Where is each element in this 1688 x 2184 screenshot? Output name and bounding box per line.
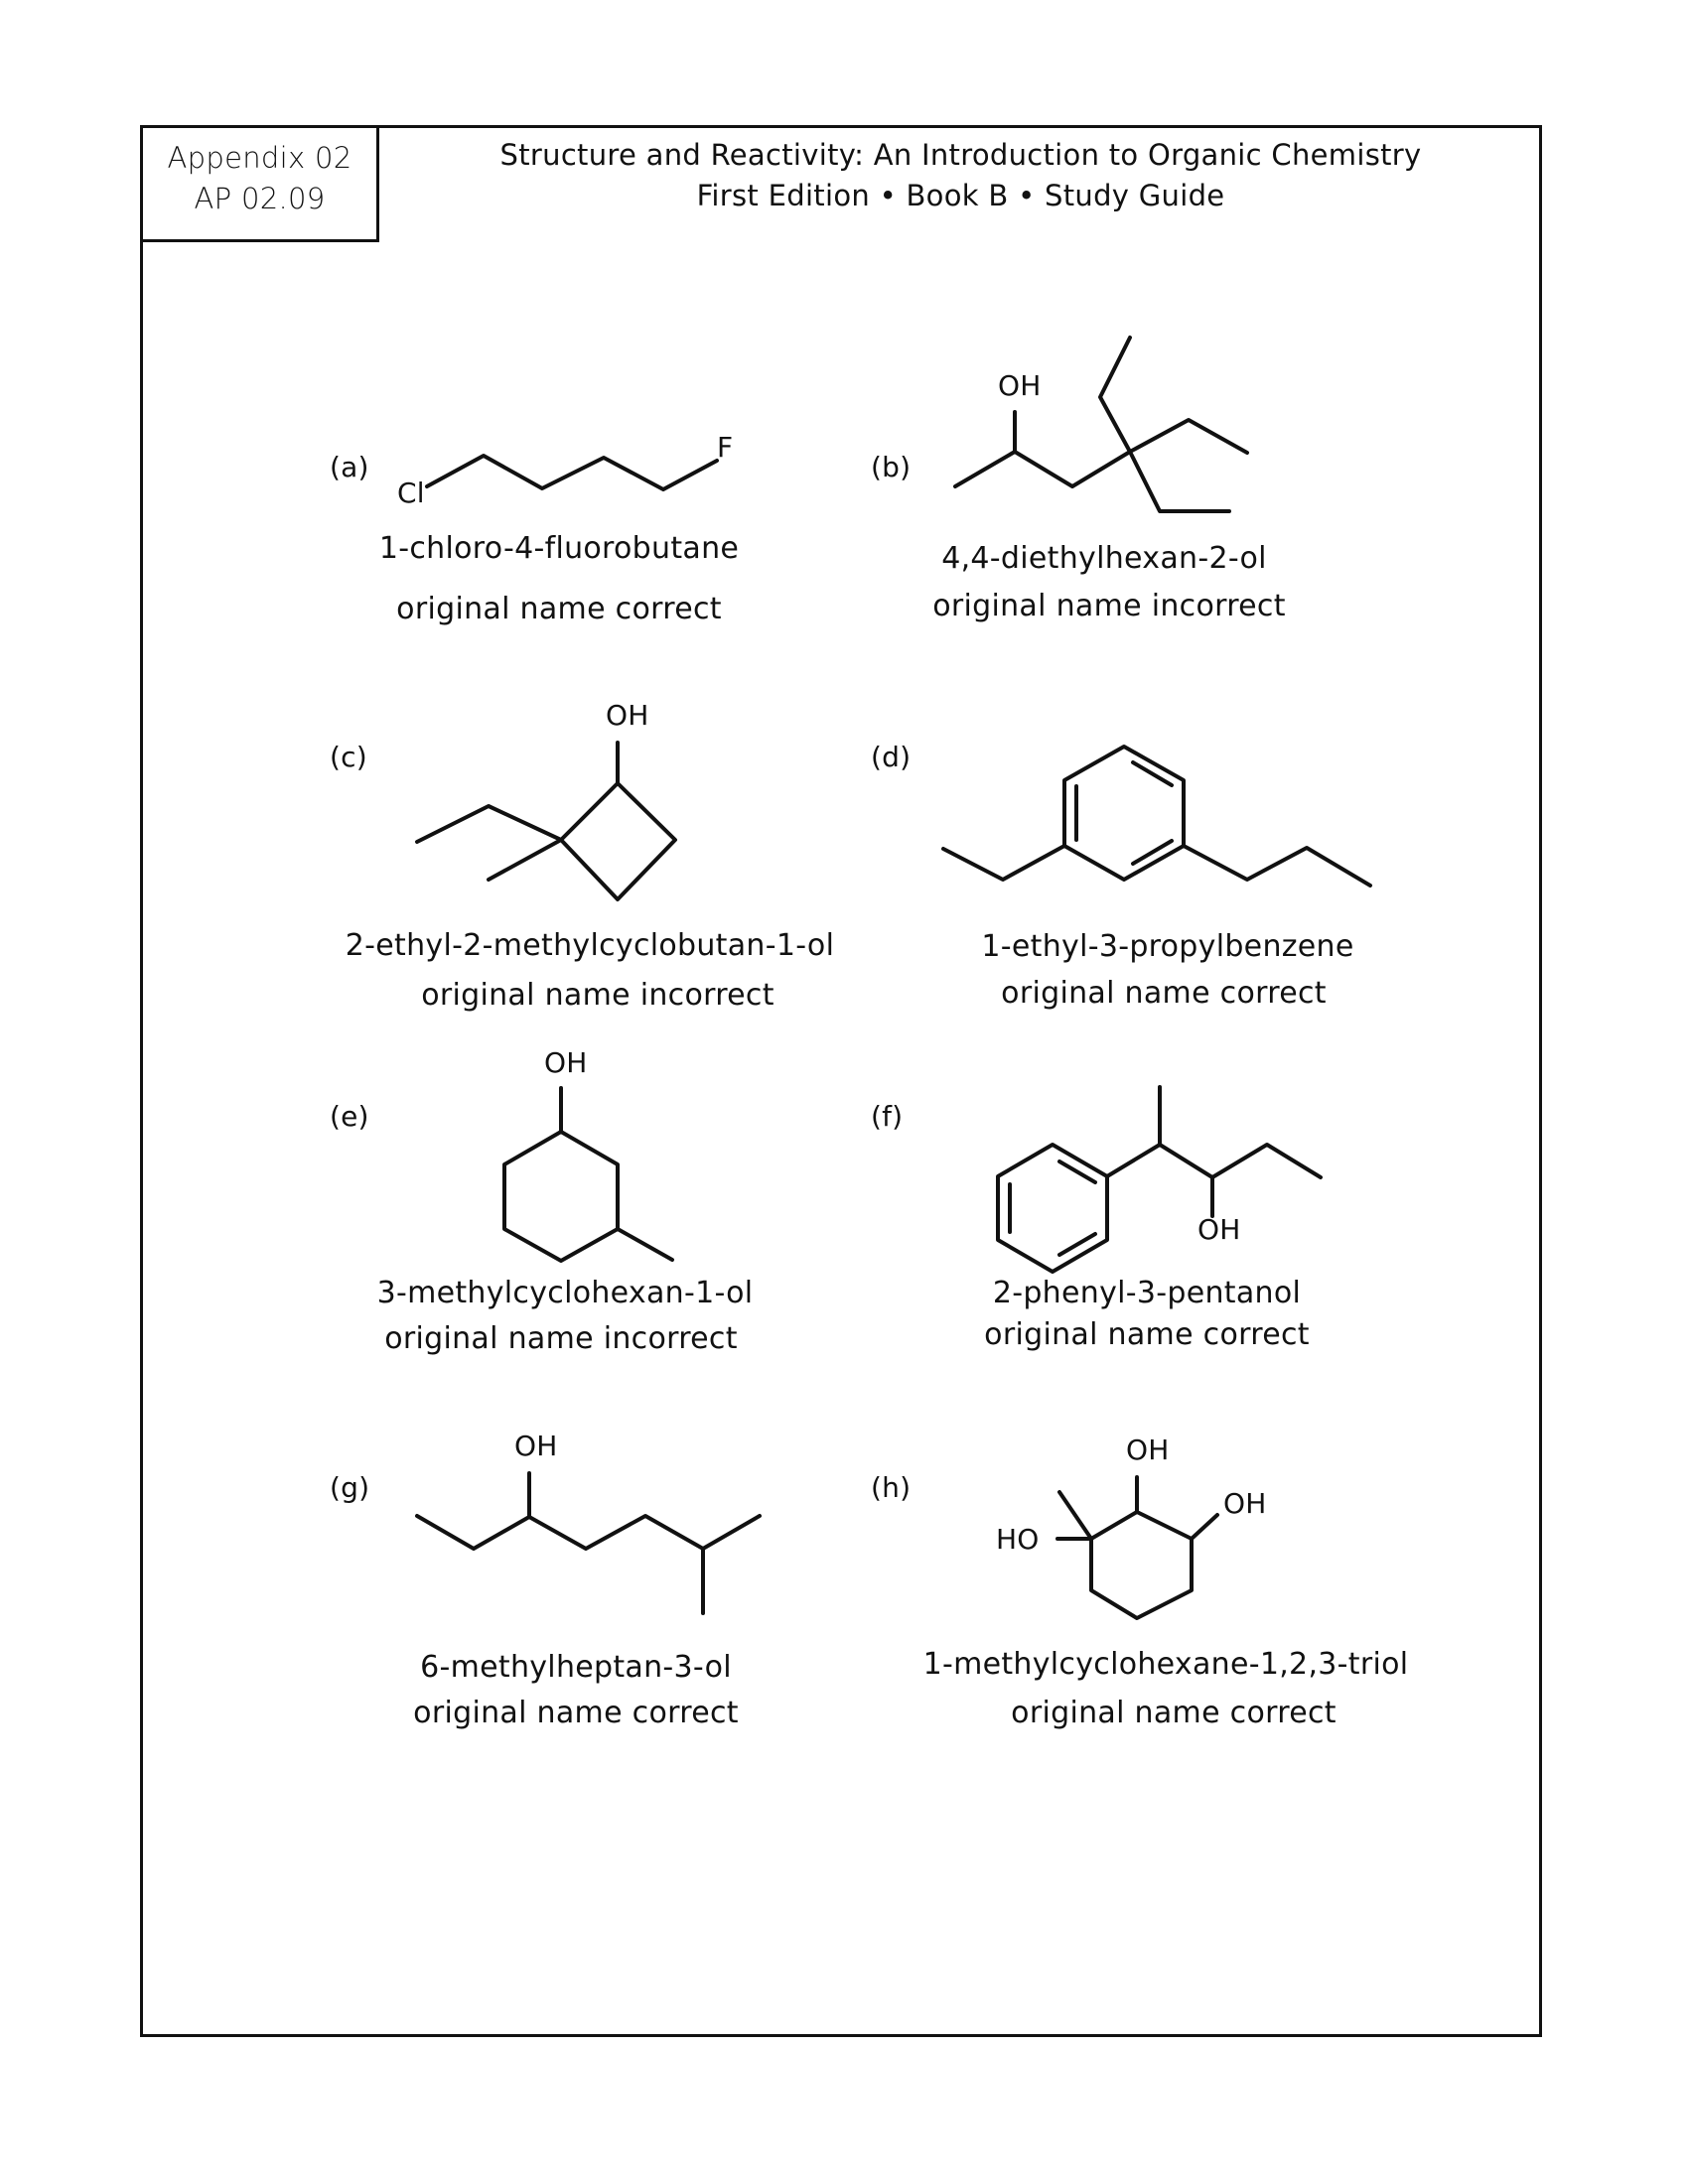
book-title: Structure and Reactivity: An Introduction to Organic Chemistry (499, 138, 1422, 172)
structure-h-letter: (h) (871, 1471, 912, 1504)
structure-g-verdict: original name correct (413, 1696, 739, 1730)
structure-h-atom-ho-left: HO (996, 1523, 1040, 1556)
structure-a-skeleton (427, 456, 717, 489)
structure-f-atom-oh: OH (1197, 1213, 1241, 1246)
structure-b-atom-oh: OH (998, 369, 1042, 402)
structure-f-letter: (f) (871, 1100, 904, 1133)
structure-f-skeleton (998, 1087, 1321, 1272)
structure-g-name: 6-methylheptan-3-ol (420, 1650, 732, 1685)
structure-a-letter: (a) (330, 451, 369, 483)
structure-c-verdict: original name incorrect (421, 978, 774, 1013)
structure-c-atom-oh: OH (606, 699, 649, 732)
book-subtitle: First Edition • Book B • Study Guide (696, 179, 1225, 212)
structure-e-name: 3-methylcyclohexan-1-ol (376, 1276, 754, 1310)
appendix-number: Appendix 02 (167, 141, 352, 175)
structure-f-name: 2-phenyl-3-pentanol (992, 1276, 1302, 1310)
structure-a-verdict: original name correct (396, 592, 722, 626)
structure-b-letter: (b) (871, 451, 912, 483)
structure-g-atom-oh: OH (514, 1430, 558, 1462)
structure-b-verdict: original name incorrect (932, 589, 1286, 623)
structure-d-skeleton (943, 747, 1370, 886)
structure-e-letter: (e) (330, 1100, 369, 1133)
structure-e-verdict: original name incorrect (384, 1321, 738, 1356)
structure-a-atom-f: F (717, 431, 734, 464)
structure-h-name: 1-methylcyclohexane-1,2,3-triol (922, 1647, 1409, 1682)
structure-h-skeleton (1057, 1477, 1217, 1618)
structure-b-skeleton (955, 338, 1247, 511)
structure-d-verdict: original name correct (1001, 976, 1327, 1011)
structure-b-name: 4,4-diethylhexan-2-ol (941, 541, 1267, 576)
structure-d-name: 1-ethyl-3-propylbenzene (981, 929, 1354, 964)
structure-a-name: 1-chloro-4-fluorobutane (378, 531, 740, 566)
structure-c-name: 2-ethyl-2-methylcyclobutan-1-ol (345, 928, 835, 963)
structure-c-letter: (c) (330, 741, 367, 773)
structure-e-skeleton (504, 1088, 672, 1261)
structure-c-skeleton (417, 743, 675, 899)
structure-f-verdict: original name correct (984, 1317, 1310, 1352)
structure-e-atom-oh: OH (544, 1046, 588, 1079)
structure-g-skeleton (417, 1473, 760, 1613)
structure-g-letter: (g) (330, 1471, 370, 1504)
structure-h-verdict: original name correct (1011, 1696, 1336, 1730)
structure-h-atom-oh-top: OH (1126, 1433, 1170, 1466)
structure-d-letter: (d) (871, 741, 912, 773)
structure-a-atom-cl: Cl (397, 477, 425, 509)
structure-h-atom-oh-right: OH (1223, 1487, 1267, 1520)
appendix-page-code: AP 02.09 (194, 182, 326, 215)
